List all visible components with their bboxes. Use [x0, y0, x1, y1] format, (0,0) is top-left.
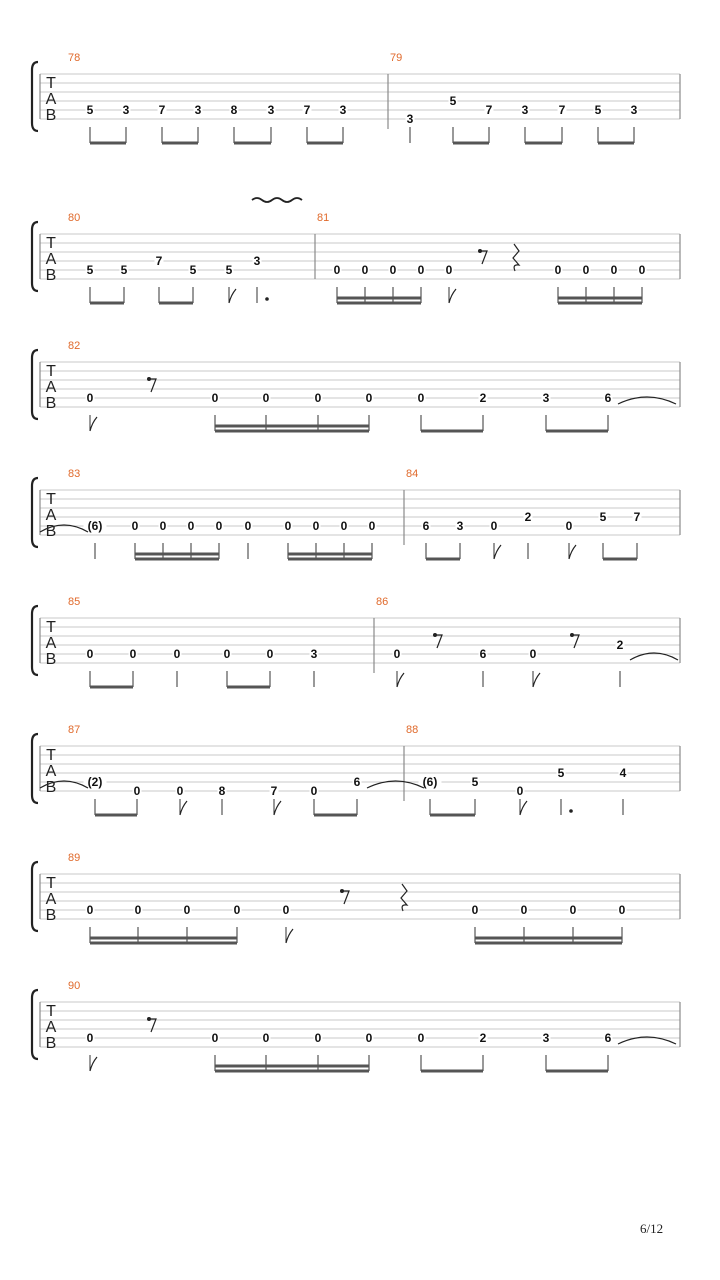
- eighth-rest-head: [147, 377, 151, 381]
- fret-number: 0: [262, 1031, 270, 1045]
- note-flag: [520, 801, 527, 815]
- note-flag: [180, 801, 187, 815]
- system-brace: [32, 734, 38, 803]
- fret-number: 7: [158, 103, 166, 117]
- tab-clef-letter: B: [45, 651, 57, 668]
- measure-number: 87: [68, 724, 81, 736]
- tab-clef-letter: B: [45, 395, 57, 412]
- fret-number: 0: [340, 519, 348, 533]
- system-brace: [32, 606, 38, 675]
- note-flag: [533, 673, 540, 687]
- fret-number: 0: [618, 903, 626, 917]
- tab-clef-letter: T: [46, 491, 56, 508]
- fret-number: 0: [86, 391, 94, 405]
- measure-number: 82: [68, 340, 81, 352]
- fret-number: 5: [86, 263, 94, 277]
- tab-clef-letter: A: [45, 891, 57, 908]
- tab-clef-letter: B: [45, 1035, 57, 1052]
- fret-number: 0: [134, 903, 142, 917]
- fret-number: 0: [445, 263, 453, 277]
- note-flag: [274, 801, 281, 815]
- tab-clef-letter: T: [46, 75, 56, 92]
- note-flag: [90, 417, 97, 431]
- fret-number: 5: [449, 94, 457, 108]
- note-flag: [569, 545, 576, 559]
- eighth-rest-head: [340, 889, 344, 893]
- eighth-rest-head: [570, 633, 574, 637]
- fret-number: 0: [183, 903, 191, 917]
- fret-number: 0: [131, 519, 139, 533]
- fret-number: 3: [406, 112, 414, 126]
- measure-number: 89: [68, 852, 81, 864]
- fret-number: 0: [223, 647, 231, 661]
- tab-clef-letter: B: [45, 523, 57, 540]
- system-brace: [32, 62, 38, 131]
- measure-number: 81: [317, 212, 330, 224]
- fret-number: (2): [87, 775, 103, 789]
- fret-number: 6: [604, 391, 612, 405]
- fret-number: 0: [173, 647, 181, 661]
- fret-number: 5: [189, 263, 197, 277]
- fret-number: 6: [479, 647, 487, 661]
- tab-clef-letter: A: [45, 635, 57, 652]
- fret-number: 7: [155, 254, 163, 268]
- note-flag: [494, 545, 501, 559]
- tab-clef-letter: B: [45, 107, 57, 124]
- fret-number: 0: [244, 519, 252, 533]
- fret-number: 2: [479, 391, 487, 405]
- fret-number: 0: [417, 1031, 425, 1045]
- measure-number: 84: [406, 468, 419, 480]
- fret-number: 0: [314, 391, 322, 405]
- eighth-rest-head: [147, 1017, 151, 1021]
- tab-clef-letter: T: [46, 1003, 56, 1020]
- fret-number: (6): [422, 775, 438, 789]
- fret-number: 4: [619, 766, 627, 780]
- fret-number: 0: [159, 519, 167, 533]
- quarter-rest: [513, 244, 519, 271]
- note-flag: [397, 673, 404, 687]
- measure-number: 88: [406, 724, 419, 736]
- measure-number: 83: [68, 468, 81, 480]
- page-number: 6/12: [640, 1221, 664, 1236]
- fret-number: 0: [266, 647, 274, 661]
- system-brace: [32, 350, 38, 419]
- tab-clef-letter: B: [45, 779, 57, 796]
- fret-number: 3: [267, 103, 275, 117]
- fret-number: 0: [389, 263, 397, 277]
- tab-clef-letter: B: [45, 907, 57, 924]
- fret-number: 3: [122, 103, 130, 117]
- fret-number: 0: [417, 391, 425, 405]
- fret-number: 2: [524, 510, 532, 524]
- tab-clef-letter: A: [45, 507, 57, 524]
- fret-number: 0: [529, 647, 537, 661]
- fret-number: 0: [368, 519, 376, 533]
- measure-number: 80: [68, 212, 81, 224]
- fret-number: 0: [129, 647, 137, 661]
- tab-clef-letter: A: [45, 1019, 57, 1036]
- fret-number: 3: [310, 647, 318, 661]
- fret-number: (6): [87, 519, 103, 533]
- fret-number: 2: [616, 638, 624, 652]
- fret-number: 7: [485, 103, 493, 117]
- note-flag: [449, 289, 456, 303]
- fret-number: 0: [211, 1031, 219, 1045]
- tab-clef-letter: T: [46, 363, 56, 380]
- measure-number: 79: [390, 52, 403, 64]
- vibrato-mark: [252, 198, 302, 202]
- eighth-rest-head: [478, 249, 482, 253]
- fret-number: 0: [176, 784, 184, 798]
- fret-number: 0: [516, 784, 524, 798]
- fret-number: 3: [339, 103, 347, 117]
- fret-number: 0: [86, 1031, 94, 1045]
- fret-number: 0: [582, 263, 590, 277]
- system-brace: [32, 990, 38, 1059]
- fret-number: 0: [554, 263, 562, 277]
- quarter-rest: [401, 884, 407, 911]
- fret-number: 0: [610, 263, 618, 277]
- fret-number: 0: [133, 784, 141, 798]
- fret-number: 0: [638, 263, 646, 277]
- fret-number: 6: [353, 775, 361, 789]
- fret-number: 0: [310, 784, 318, 798]
- fret-number: 5: [557, 766, 565, 780]
- fret-number: 7: [303, 103, 311, 117]
- fret-number: 0: [490, 519, 498, 533]
- fret-number: 0: [282, 903, 290, 917]
- fret-number: 7: [270, 784, 278, 798]
- measure-number: 85: [68, 596, 81, 608]
- augmentation-dot: [265, 297, 269, 301]
- tab-clef-letter: B: [45, 267, 57, 284]
- fret-number: 0: [520, 903, 528, 917]
- fret-number: 5: [120, 263, 128, 277]
- tab-clef-letter: T: [46, 747, 56, 764]
- fret-number: 5: [599, 510, 607, 524]
- fret-number: 0: [471, 903, 479, 917]
- system-brace: [32, 222, 38, 291]
- tab-clef-letter: T: [46, 875, 56, 892]
- note-flag: [286, 929, 293, 943]
- fret-number: 3: [194, 103, 202, 117]
- fret-number: 0: [312, 519, 320, 533]
- fret-number: 6: [422, 519, 430, 533]
- tab-clef-letter: T: [46, 235, 56, 252]
- fret-number: 6: [604, 1031, 612, 1045]
- fret-number: 0: [565, 519, 573, 533]
- note-flag: [229, 289, 236, 303]
- fret-number: 3: [253, 254, 261, 268]
- fret-number: 5: [86, 103, 94, 117]
- fret-number: 0: [86, 647, 94, 661]
- fret-number: 3: [630, 103, 638, 117]
- fret-number: 0: [365, 1031, 373, 1045]
- tab-clef-letter: A: [45, 91, 57, 108]
- fret-number: 5: [594, 103, 602, 117]
- fret-number: 7: [558, 103, 566, 117]
- fret-number: 5: [471, 775, 479, 789]
- measure-number: 78: [68, 52, 81, 64]
- tab-clef-letter: A: [45, 763, 57, 780]
- fret-number: 0: [262, 391, 270, 405]
- fret-number: 0: [361, 263, 369, 277]
- eighth-rest-head: [433, 633, 437, 637]
- fret-number: 0: [211, 391, 219, 405]
- fret-number: 2: [479, 1031, 487, 1045]
- measure-number: 86: [376, 596, 389, 608]
- augmentation-dot: [569, 809, 573, 813]
- tab-clef-letter: T: [46, 619, 56, 636]
- fret-number: 7: [633, 510, 641, 524]
- fret-number: 3: [456, 519, 464, 533]
- tab-clef-letter: A: [45, 251, 57, 268]
- fret-number: 8: [218, 784, 226, 798]
- fret-number: 0: [333, 263, 341, 277]
- tab-clef-letter: A: [45, 379, 57, 396]
- system-brace: [32, 478, 38, 547]
- fret-number: 0: [314, 1031, 322, 1045]
- measure-number: 90: [68, 980, 81, 992]
- fret-number: 0: [365, 391, 373, 405]
- fret-number: 3: [521, 103, 529, 117]
- fret-number: 3: [542, 1031, 550, 1045]
- fret-number: 3: [542, 391, 550, 405]
- fret-number: 0: [569, 903, 577, 917]
- fret-number: 5: [225, 263, 233, 277]
- fret-number: 0: [215, 519, 223, 533]
- fret-number: 8: [230, 103, 238, 117]
- fret-number: 0: [393, 647, 401, 661]
- fret-number: 0: [86, 903, 94, 917]
- note-flag: [90, 1057, 97, 1071]
- fret-number: 0: [284, 519, 292, 533]
- system-brace: [32, 862, 38, 931]
- fret-number: 0: [417, 263, 425, 277]
- fret-number: 0: [233, 903, 241, 917]
- fret-number: 0: [187, 519, 195, 533]
